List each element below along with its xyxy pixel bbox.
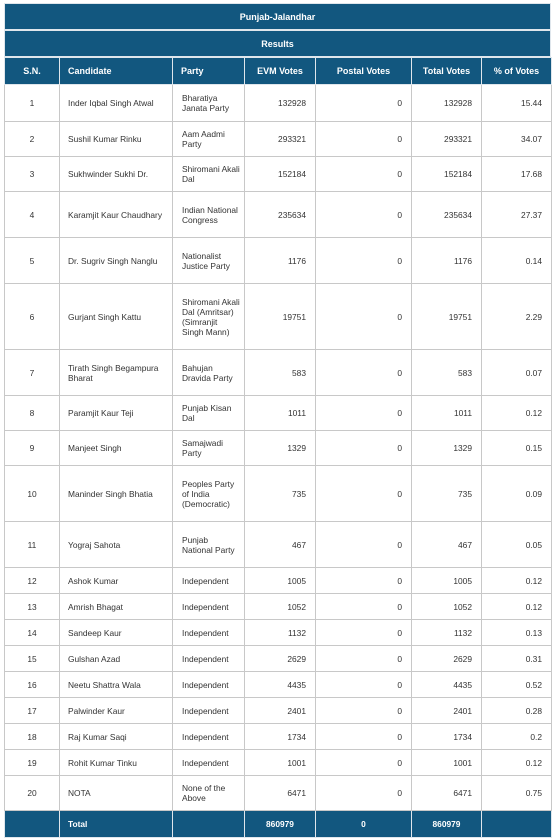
results-table (4, 57, 552, 838)
row-party: Shiromani Akali Dal (173, 157, 245, 192)
row-candidate: Rohit Kumar Tinku (60, 750, 173, 776)
row-percent-votes: 0.15 (482, 431, 552, 466)
row-sn: 12 (5, 568, 60, 594)
table-row (5, 157, 552, 192)
row-sn: 18 (5, 724, 60, 750)
row-sn: 5 (5, 238, 60, 284)
row-postal-votes: 0 (316, 698, 412, 724)
total-total-votes: 860979 (412, 811, 482, 838)
row-candidate: Dr. Sugriv Singh Nanglu (60, 238, 173, 284)
row-party: Bahujan Dravida Party (173, 350, 245, 396)
header-postal-votes: Postal Votes (316, 58, 412, 85)
row-party: Independent (173, 568, 245, 594)
row-party: Independent (173, 698, 245, 724)
row-sn: 10 (5, 466, 60, 522)
row-postal-votes: 0 (316, 284, 412, 350)
row-total-votes: 2629 (412, 646, 482, 672)
row-percent-votes: 0.14 (482, 238, 552, 284)
row-evm-votes: 1329 (245, 431, 316, 466)
total-postal-votes: 0 (316, 811, 412, 838)
row-total-votes: 132928 (412, 85, 482, 122)
row-postal-votes: 0 (316, 750, 412, 776)
row-percent-votes: 2.29 (482, 284, 552, 350)
row-candidate: Inder Iqbal Singh Atwal (60, 85, 173, 122)
results-table-container (4, 3, 551, 838)
row-total-votes: 583 (412, 350, 482, 396)
row-total-votes: 1734 (412, 724, 482, 750)
row-evm-votes: 583 (245, 350, 316, 396)
row-postal-votes: 0 (316, 522, 412, 568)
row-percent-votes: 15.44 (482, 85, 552, 122)
row-sn: 1 (5, 85, 60, 122)
total-empty-cell (482, 811, 552, 838)
row-candidate: Sushil Kumar Rinku (60, 122, 173, 157)
row-postal-votes: 0 (316, 396, 412, 431)
row-postal-votes: 0 (316, 238, 412, 284)
row-evm-votes: 1734 (245, 724, 316, 750)
row-party: Bharatiya Janata Party (173, 85, 245, 122)
row-percent-votes: 0.09 (482, 466, 552, 522)
row-candidate: Paramjit Kaur Teji (60, 396, 173, 431)
row-total-votes: 1329 (412, 431, 482, 466)
row-total-votes: 1176 (412, 238, 482, 284)
row-percent-votes: 0.12 (482, 568, 552, 594)
row-sn: 15 (5, 646, 60, 672)
row-sn: 9 (5, 431, 60, 466)
row-evm-votes: 293321 (245, 122, 316, 157)
row-party: Independent (173, 724, 245, 750)
row-sn: 6 (5, 284, 60, 350)
row-percent-votes: 0.13 (482, 620, 552, 646)
row-percent-votes: 17.68 (482, 157, 552, 192)
table-row (5, 396, 552, 431)
table-row (5, 431, 552, 466)
row-sn: 13 (5, 594, 60, 620)
row-sn: 14 (5, 620, 60, 646)
row-total-votes: 2401 (412, 698, 482, 724)
row-party: Nationalist Justice Party (173, 238, 245, 284)
table-row (5, 568, 552, 594)
row-postal-votes: 0 (316, 85, 412, 122)
header-evm-votes: EVM Votes (245, 58, 316, 85)
row-party: Punjab Kisan Dal (173, 396, 245, 431)
table-row (5, 238, 552, 284)
row-postal-votes: 0 (316, 672, 412, 698)
row-sn: 16 (5, 672, 60, 698)
row-sn: 4 (5, 192, 60, 238)
table-row (5, 466, 552, 522)
row-percent-votes: 27.37 (482, 192, 552, 238)
row-postal-votes: 0 (316, 350, 412, 396)
row-postal-votes: 0 (316, 568, 412, 594)
header-candidate: Candidate (60, 58, 173, 85)
total-row (5, 811, 552, 838)
row-sn: 17 (5, 698, 60, 724)
row-party: Punjab National Party (173, 522, 245, 568)
table-row (5, 594, 552, 620)
row-party: Shiromani Akali Dal (Amritsar)(Simranjit Singh Mann) (173, 284, 245, 350)
row-party: Aam Aadmi Party (173, 122, 245, 157)
row-evm-votes: 4435 (245, 672, 316, 698)
row-candidate: Karamjit Kaur Chaudhary (60, 192, 173, 238)
row-total-votes: 1011 (412, 396, 482, 431)
row-total-votes: 1001 (412, 750, 482, 776)
row-percent-votes: 0.52 (482, 672, 552, 698)
row-postal-votes: 0 (316, 122, 412, 157)
row-evm-votes: 1001 (245, 750, 316, 776)
row-evm-votes: 735 (245, 466, 316, 522)
row-total-votes: 1132 (412, 620, 482, 646)
row-evm-votes: 152184 (245, 157, 316, 192)
row-total-votes: 152184 (412, 157, 482, 192)
row-percent-votes: 0.07 (482, 350, 552, 396)
row-evm-votes: 2401 (245, 698, 316, 724)
table-row (5, 698, 552, 724)
row-postal-votes: 0 (316, 620, 412, 646)
table-row (5, 350, 552, 396)
row-percent-votes: 0.75 (482, 776, 552, 811)
row-evm-votes: 1176 (245, 238, 316, 284)
row-total-votes: 467 (412, 522, 482, 568)
results-subtitle: Results (4, 30, 551, 57)
row-candidate: NOTA (60, 776, 173, 811)
row-sn: 8 (5, 396, 60, 431)
row-candidate: Sandeep Kaur (60, 620, 173, 646)
table-row (5, 284, 552, 350)
row-evm-votes: 1005 (245, 568, 316, 594)
row-total-votes: 4435 (412, 672, 482, 698)
total-empty-cell (5, 811, 60, 838)
row-total-votes: 293321 (412, 122, 482, 157)
row-percent-votes: 34.07 (482, 122, 552, 157)
row-percent-votes: 0.28 (482, 698, 552, 724)
row-postal-votes: 0 (316, 192, 412, 238)
row-postal-votes: 0 (316, 157, 412, 192)
total-evm-votes: 860979 (245, 811, 316, 838)
row-evm-votes: 19751 (245, 284, 316, 350)
row-postal-votes: 0 (316, 776, 412, 811)
row-evm-votes: 6471 (245, 776, 316, 811)
row-sn: 11 (5, 522, 60, 568)
row-postal-votes: 0 (316, 594, 412, 620)
table-row (5, 620, 552, 646)
row-party: Samajwadi Party (173, 431, 245, 466)
row-percent-votes: 0.05 (482, 522, 552, 568)
header-percent-votes: % of Votes (482, 58, 552, 85)
row-party: None of the Above (173, 776, 245, 811)
row-evm-votes: 132928 (245, 85, 316, 122)
row-candidate: Manjeet Singh (60, 431, 173, 466)
header-party: Party (173, 58, 245, 85)
row-party: Independent (173, 646, 245, 672)
row-evm-votes: 467 (245, 522, 316, 568)
row-party: Independent (173, 672, 245, 698)
row-candidate: Palwinder Kaur (60, 698, 173, 724)
row-sn: 19 (5, 750, 60, 776)
table-row (5, 192, 552, 238)
table-row (5, 522, 552, 568)
row-candidate: Gurjant Singh Kattu (60, 284, 173, 350)
row-postal-votes: 0 (316, 466, 412, 522)
row-evm-votes: 2629 (245, 646, 316, 672)
row-evm-votes: 1011 (245, 396, 316, 431)
row-total-votes: 735 (412, 466, 482, 522)
row-percent-votes: 0.2 (482, 724, 552, 750)
row-total-votes: 6471 (412, 776, 482, 811)
row-percent-votes: 0.12 (482, 594, 552, 620)
row-party: Independent (173, 620, 245, 646)
row-candidate: Yograj Sahota (60, 522, 173, 568)
row-evm-votes: 1132 (245, 620, 316, 646)
row-candidate: Maninder Singh Bhatia (60, 466, 173, 522)
header-row (5, 58, 552, 85)
total-empty-cell (173, 811, 245, 838)
row-sn: 3 (5, 157, 60, 192)
table-row (5, 672, 552, 698)
row-candidate: Raj Kumar Saqi (60, 724, 173, 750)
table-row (5, 776, 552, 811)
table-row (5, 724, 552, 750)
row-postal-votes: 0 (316, 431, 412, 466)
row-candidate: Neetu Shattra Wala (60, 672, 173, 698)
row-candidate: Sukhwinder Sukhi Dr. (60, 157, 173, 192)
row-percent-votes: 0.31 (482, 646, 552, 672)
row-total-votes: 19751 (412, 284, 482, 350)
row-postal-votes: 0 (316, 724, 412, 750)
row-evm-votes: 1052 (245, 594, 316, 620)
row-sn: 2 (5, 122, 60, 157)
row-evm-votes: 235634 (245, 192, 316, 238)
total-label: Total (60, 811, 173, 838)
row-total-votes: 1005 (412, 568, 482, 594)
row-total-votes: 235634 (412, 192, 482, 238)
table-row (5, 646, 552, 672)
row-party: Indian National Congress (173, 192, 245, 238)
header-sn: S.N. (5, 58, 60, 85)
row-sn: 7 (5, 350, 60, 396)
constituency-title: Punjab-Jalandhar (4, 3, 551, 30)
row-percent-votes: 0.12 (482, 396, 552, 431)
table-row (5, 750, 552, 776)
row-party: Independent (173, 594, 245, 620)
row-total-votes: 1052 (412, 594, 482, 620)
table-row (5, 122, 552, 157)
header-total-votes: Total Votes (412, 58, 482, 85)
row-party: Independent (173, 750, 245, 776)
row-postal-votes: 0 (316, 646, 412, 672)
row-sn: 20 (5, 776, 60, 811)
table-row (5, 85, 552, 122)
row-percent-votes: 0.12 (482, 750, 552, 776)
row-candidate: Amrish Bhagat (60, 594, 173, 620)
row-candidate: Ashok Kumar (60, 568, 173, 594)
row-candidate: Tirath Singh Begampura Bharat (60, 350, 173, 396)
row-candidate: Gulshan Azad (60, 646, 173, 672)
row-party: Peoples Party of India (Democratic) (173, 466, 245, 522)
